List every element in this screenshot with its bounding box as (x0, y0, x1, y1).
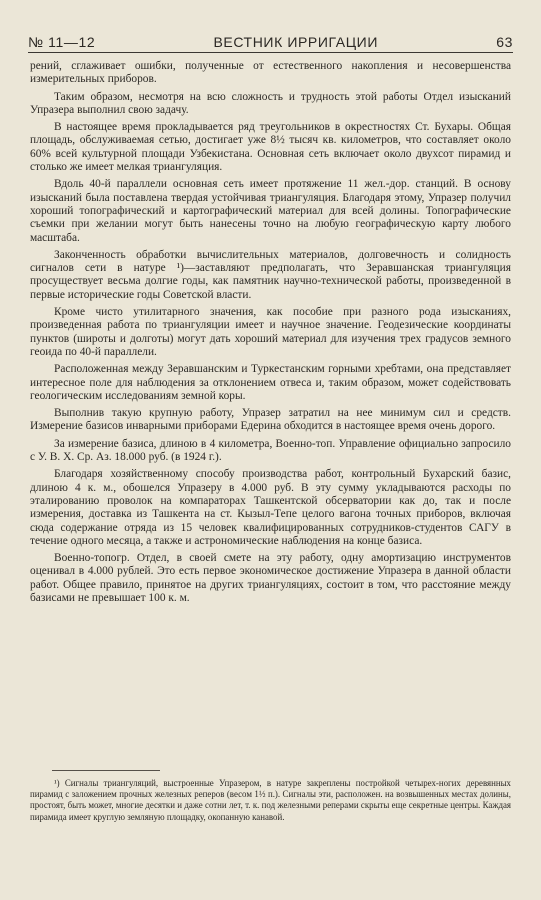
paragraph: Военно-топогр. Отдел, в своей смете на эту работу, одну амортизацию инструментов оценивал в 4.000 рублей. Это есть первое экономическое достижение Упразера в данной области работ. Общее правило, принятое на других триангуляциях, состоит в том, что расстояние между базисами не превышает 100 к. м. (30, 552, 511, 604)
page-header (28, 30, 513, 50)
paragraph: Расположенная между Зеравшанским и Туркестанским горными хребтами, она представляет интересное поле для наблюдения за отклонением отвеса и, таким образом, может содействовать геологическим исследованиям земной коры. (30, 363, 511, 402)
paragraph: За измерение базиса, длиною в 4 километра, Военно-топ. Управление официально запросило с У. В. Х. Ср. Аз. 18.000 руб. (в 1924 г.). (30, 437, 511, 464)
paragraph: рений, сглаживает ошибки, полученные от естественного накопления и несовершенства измерительных приборов. (30, 60, 511, 86)
paragraph: Благодаря хозяйственному способу производства работ, контрольный Бухарский базис, длиною 4 к. м., обошелся Упразеру в 4.000 руб. В эту сумму укладываются расходы по эталированию проволок на компараторах Ташкентской обсерватории как до, так и после измерения, доставка из Ташкента на ст. Кызыл-Тепе целого вагона точных приборов, включая сюда содержание отряда из 15 человек квалифицированных сотрудников-студентов САГУ в течение одного месяца, а также и астрономические наблюдения на конце базиса. (30, 468, 511, 547)
issue-number: № 11—12 (28, 34, 96, 50)
paragraph: Кроме чисто утилитарного значения, как пособие при разного рода изысканиях, произведенная работа по триангуляции имеет и научное значение. Геодезические координаты пунктов (широты и долготы) могут дать хороший материал для изучения трех градусов земного геоида по 40-й параллели. (30, 306, 511, 358)
paragraph: Вдоль 40-й параллели основная сеть имеет протяжение 11 жел.-дор. станций. В основу изысканий была поставлена твердая устойчивая триангуляция. Благодаря этому, Упразер получил хороший топографический и картографический материал для всей долины. Топографические съемки при желании могут быть нанесены точно на любую географическую карту любого масштаба. (30, 178, 511, 244)
journal-title: ВЕСТНИК ИРРИГАЦИИ (213, 34, 378, 50)
header-rule (28, 52, 513, 53)
paragraph: Законченность обработки вычислительных материалов, долговечность и солидность сигналов сети в натуре ¹)—заставляют предполагать, что Зеравшанская триангуляция просуществует весьма долгие годы, как памятник научно-технической работы, произведенной в первые исторические годы Советской власти. (30, 248, 511, 301)
paragraph: Выполнив такую крупную работу, Упразер затратил на нее минимум сил и средств. Измерение базисов инварными приборами Едерина обходится в настоящее время очень дорого. (30, 407, 511, 433)
footnote: ¹) Сигналы триангуляций, выстроенные Упразером, в натуре закреплены постройкой четырех-ногих деревянных пирамид с заложением прочных железных реперов (весом 1½ п.). Сигналы эти, расположен. на возвышенных местах долины, простоят, быть может, многие десятки и даже сотни лет, т. к. под железными реперами скрыты еще секретные центры. Каждая пирамида имеет круглую земляную площадку, окопанную канавой. (30, 778, 511, 822)
body-text (30, 60, 511, 609)
footnote-divider (52, 770, 160, 771)
paragraph: Таким образом, несмотря на всю сложность и трудность этой работы Отдел изысканий Упразера выполнил свою задачу. (30, 90, 511, 116)
paragraph: В настоящее время прокладывается ряд треугольников в окрестностях Ст. Бухары. Общая площадь, обслуживаемая сетью, достигает уже 8½ тысяч кв. километров, что составляет около 60% всей культурной площади Узбекистана. Основная сеть включает около двухсот пирамид и столько же имеет мелкая триангуляция. (30, 121, 511, 174)
page-number: 63 (496, 34, 513, 50)
